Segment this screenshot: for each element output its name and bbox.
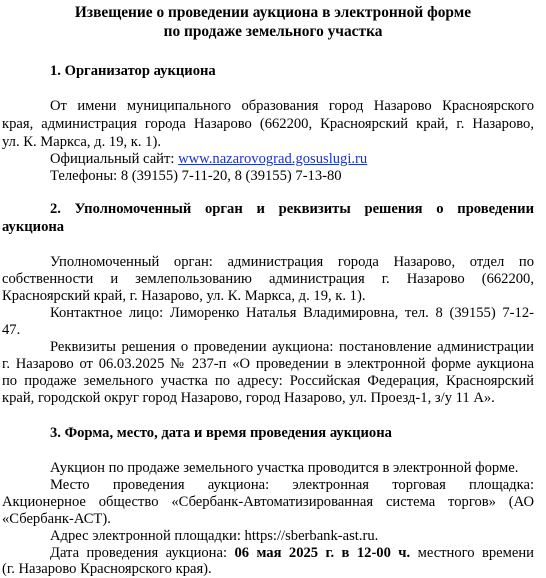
document-title-line2: по продаже земельного участка: [163, 23, 383, 40]
platform-address-line: Адрес электронной площадки: https://sberbank-ast.ru.: [50, 528, 379, 544]
official-site-label: Официальный сайт:: [50, 151, 179, 167]
auction-date-value: 06 мая 2025 г. в 12-00 ч.: [234, 545, 411, 561]
auction-date-line: (г. Назарово Красноярского края).: [2, 561, 212, 577]
decision-details-line: край, городской округ город Назарово, город Назарово, ул. Проезд-1, з/у 11 А».: [2, 390, 495, 406]
auction-place-line: «Сбербанк-АСТ).: [2, 511, 111, 527]
section-3-heading: 3. Форма, место, дата и время проведения аукциона: [50, 425, 392, 441]
section-1-paragraph-line: края, администрация города Назарово (662200, Красноярский край, г. Назарово,: [2, 116, 534, 132]
document-title-line1: Извещение о проведении аукциона в электронной форме: [74, 4, 472, 21]
section-2-paragraph-line: Красноярский край, г. Назарово, ул. К. Маркса, д. 19, к. 1).: [2, 288, 366, 304]
official-site-link[interactable]: www.nazarovograd.gosuslugi.ru: [178, 151, 368, 167]
decision-details-line: г. Назарово от 06.03.2025 № 237-п «О проведении в электронной форме аукциона: [2, 356, 534, 372]
auction-place-line: Место проведения аукциона: электронная торговая площадка:: [50, 477, 534, 493]
official-site-line: [50, 151, 367, 168]
section-2-paragraph-line: Уполномоченный орган: администрация города Назарово, отдел по: [50, 254, 534, 270]
decision-details-line: Реквизиты решения о проведении аукциона: постановление администрации: [50, 339, 534, 355]
contact-person-line: Контактное лицо: Лимоpенко Наталья Владимировна, тел. 8 (39155) 7-12-: [50, 305, 534, 321]
contact-person-line: 47.: [2, 322, 21, 338]
section-1-heading: 1. Организатор аукциона: [50, 63, 216, 79]
section-1-paragraph-line: ул. К. Маркса, д. 19, к. 1).: [2, 134, 161, 150]
decision-details-line: по продаже земельного участка по адресу: Российская Федерация, Красноярский: [2, 373, 534, 389]
section-1-paragraph-line: От имени муниципального образования город Назарово Красноярского: [50, 98, 534, 114]
auction-date-suffix: местного времени: [410, 545, 534, 561]
auction-place-line: Акционерное общество «Сбербанк-Автоматизированная система торгов» (АО: [2, 494, 534, 510]
phones-line: Телефоны: 8 (39155) 7-11-20, 8 (39155) 7-13-80: [50, 168, 342, 184]
section-2-heading-line1: 2. Уполномоченный орган и реквизиты решения о проведении: [50, 201, 534, 217]
auction-form-line: Аукцион по продаже земельного участка проводится в электронной форме.: [50, 460, 519, 476]
auction-date-label: Дата проведения аукциона:: [50, 545, 235, 561]
section-2-paragraph-line: собственности и землепользованию администрация г. Назарово (662200,: [2, 271, 534, 287]
section-2-heading-line2: аукциона: [2, 219, 65, 235]
auction-date-line: [50, 545, 534, 562]
